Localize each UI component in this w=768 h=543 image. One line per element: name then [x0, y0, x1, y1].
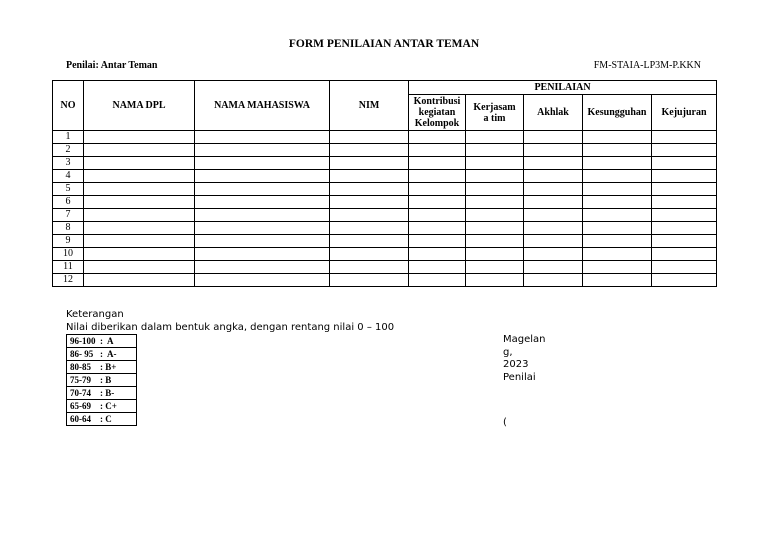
table-cell: [652, 131, 717, 144]
table-cell: [195, 235, 330, 248]
table-cell: [330, 196, 409, 209]
table-cell: [330, 170, 409, 183]
row-number: 12: [53, 274, 84, 287]
signature-place-cont: g,: [503, 346, 513, 358]
table-cell: [583, 131, 652, 144]
grade-row: [67, 335, 137, 348]
grade-range: 86- 95 : A-: [67, 348, 137, 361]
table-cell: [409, 170, 466, 183]
table-row: [53, 131, 717, 144]
grade-range: 80-85 : B+: [67, 361, 137, 374]
signature-block: [503, 334, 546, 430]
table-cell: [652, 235, 717, 248]
table-body: [53, 131, 717, 287]
form-title: FORM PENILAIAN ANTAR TEMAN: [288, 38, 480, 50]
rater-label: Penilai: Antar Teman: [66, 60, 158, 71]
table-cell: [330, 248, 409, 261]
grade-range: 60-64 : C: [67, 413, 137, 426]
table-cell: [409, 183, 466, 196]
table-cell: [583, 261, 652, 274]
table-cell: [195, 261, 330, 274]
grade-row: [67, 387, 137, 400]
table-cell: [409, 209, 466, 222]
table-cell: [466, 209, 524, 222]
grade-row: [67, 400, 137, 413]
table-cell: [195, 157, 330, 170]
table-cell: [84, 196, 195, 209]
header-kesungguhan: Kesungguhan: [583, 95, 652, 131]
table-cell: [84, 274, 195, 287]
table-cell: [84, 170, 195, 183]
grade-range: 75-79 : B: [67, 374, 137, 387]
row-number: 4: [53, 170, 84, 183]
table-cell: [652, 196, 717, 209]
table-row: [53, 261, 717, 274]
table-row: [53, 222, 717, 235]
table-cell: [330, 235, 409, 248]
table-cell: [195, 248, 330, 261]
table-cell: [466, 131, 524, 144]
table-cell: [652, 170, 717, 183]
table-cell: [330, 274, 409, 287]
table-cell: [84, 261, 195, 274]
table-cell: [524, 183, 583, 196]
table-cell: [84, 131, 195, 144]
header-nama-mahasiswa: NAMA MAHASISWA: [195, 81, 330, 131]
header-kontribusi-line3: Kelompok: [414, 118, 460, 129]
table-row: [53, 183, 717, 196]
grade-range: 96-100 : A: [67, 335, 137, 348]
row-number: 9: [53, 235, 84, 248]
table-cell: [524, 170, 583, 183]
table-row: [53, 157, 717, 170]
table-cell: [466, 157, 524, 170]
grade-row: [67, 374, 137, 387]
grade-range: 65-69 : C+: [67, 400, 137, 413]
table-cell: [583, 209, 652, 222]
table-cell: [652, 222, 717, 235]
table-cell: [409, 131, 466, 144]
table-cell: [84, 248, 195, 261]
assessment-table: [52, 80, 717, 287]
row-number: 1: [53, 131, 84, 144]
grade-scale-table: [66, 334, 137, 426]
signature-name-bracket: (: [503, 417, 507, 428]
table-cell: [583, 183, 652, 196]
table-cell: [84, 157, 195, 170]
signature-place: Magelan: [503, 334, 546, 345]
table-cell: [195, 196, 330, 209]
header-nama-dpl: NAMA DPL: [84, 81, 195, 131]
row-number: 6: [53, 196, 84, 209]
table-cell: [409, 248, 466, 261]
table-cell: [409, 235, 466, 248]
table-cell: [330, 209, 409, 222]
table-cell: [195, 183, 330, 196]
grade-row: [67, 348, 137, 361]
grade-range: 70-74 : B-: [67, 387, 137, 400]
table-cell: [84, 209, 195, 222]
row-number: 2: [53, 144, 84, 157]
table-cell: [195, 144, 330, 157]
table-cell: [524, 131, 583, 144]
header-akhlak: Akhlak: [524, 95, 583, 131]
table-cell: [524, 261, 583, 274]
grade-row: [67, 361, 137, 374]
table-cell: [195, 170, 330, 183]
header-kontribusi: [409, 95, 466, 131]
table-cell: [409, 157, 466, 170]
row-number: 3: [53, 157, 84, 170]
table-cell: [524, 196, 583, 209]
row-number: 8: [53, 222, 84, 235]
row-number: 11: [53, 261, 84, 274]
table-row: [53, 274, 717, 287]
table-cell: [84, 144, 195, 157]
grade-scale-body: [67, 335, 137, 426]
table-cell: [466, 222, 524, 235]
table-cell: [583, 157, 652, 170]
table-cell: [409, 274, 466, 287]
table-cell: [583, 235, 652, 248]
header-no: NO: [53, 81, 84, 131]
table-cell: [652, 157, 717, 170]
table-cell: [330, 144, 409, 157]
table-cell: [524, 209, 583, 222]
header-kontribusi-line1: Kontribusi: [413, 96, 461, 107]
header-penilaian: PENILAIAN: [409, 81, 717, 95]
table-row: [53, 248, 717, 261]
table-cell: [524, 222, 583, 235]
table-cell: [195, 209, 330, 222]
notes: [66, 308, 394, 334]
table-cell: [583, 170, 652, 183]
row-number: 10: [53, 248, 84, 261]
table-row: [53, 235, 717, 248]
table-cell: [524, 248, 583, 261]
table-cell: [583, 222, 652, 235]
header-kerjasama: [466, 95, 524, 131]
table-row: [53, 144, 717, 157]
table-cell: [652, 261, 717, 274]
table-cell: [652, 144, 717, 157]
table-cell: [466, 170, 524, 183]
table-cell: [409, 261, 466, 274]
table-cell: [195, 131, 330, 144]
table-cell: [195, 222, 330, 235]
table-cell: [583, 196, 652, 209]
table-cell: [409, 196, 466, 209]
signature-year: 2023: [503, 359, 529, 370]
table-cell: [524, 235, 583, 248]
table-cell: [652, 209, 717, 222]
table-cell: [466, 261, 524, 274]
table-cell: [409, 144, 466, 157]
form-code: FM-STAIA-LP3M-P.KKN: [593, 60, 701, 71]
notes-heading: Keterangan: [66, 309, 124, 320]
table-cell: [409, 222, 466, 235]
row-number: 7: [53, 209, 84, 222]
table-cell: [330, 222, 409, 235]
table-cell: [652, 183, 717, 196]
table-cell: [330, 157, 409, 170]
header-kerjasama-line1: Kerjasam: [473, 101, 516, 113]
table-cell: [84, 222, 195, 235]
grade-row: [67, 413, 137, 426]
table-cell: [330, 183, 409, 196]
table-cell: [652, 248, 717, 261]
table-cell: [583, 248, 652, 261]
signature-role: Penilai: [503, 371, 536, 383]
table-row: [53, 170, 717, 183]
header-kejujuran: Kejujuran: [652, 95, 717, 131]
table-cell: [466, 274, 524, 287]
table-cell: [466, 196, 524, 209]
header-nim: NIM: [330, 81, 409, 131]
header-kerjasama-line2: a tim: [483, 112, 506, 124]
table-cell: [466, 144, 524, 157]
table-cell: [330, 131, 409, 144]
table-row: [53, 196, 717, 209]
table-cell: [524, 157, 583, 170]
table-row: [53, 209, 717, 222]
table-cell: [84, 235, 195, 248]
table-cell: [195, 274, 330, 287]
notes-description: Nilai diberikan dalam bentuk angka, dengan rentang nilai 0 – 100: [66, 322, 395, 333]
table-cell: [652, 274, 717, 287]
table-cell: [466, 248, 524, 261]
row-number: 5: [53, 183, 84, 196]
table-cell: [583, 144, 652, 157]
table-cell: [466, 235, 524, 248]
table-cell: [524, 144, 583, 157]
table-cell: [466, 183, 524, 196]
header-kontribusi-line2: kegiatan: [418, 107, 456, 118]
table-cell: [583, 274, 652, 287]
table-cell: [84, 183, 195, 196]
table-cell: [330, 261, 409, 274]
table-cell: [524, 274, 583, 287]
